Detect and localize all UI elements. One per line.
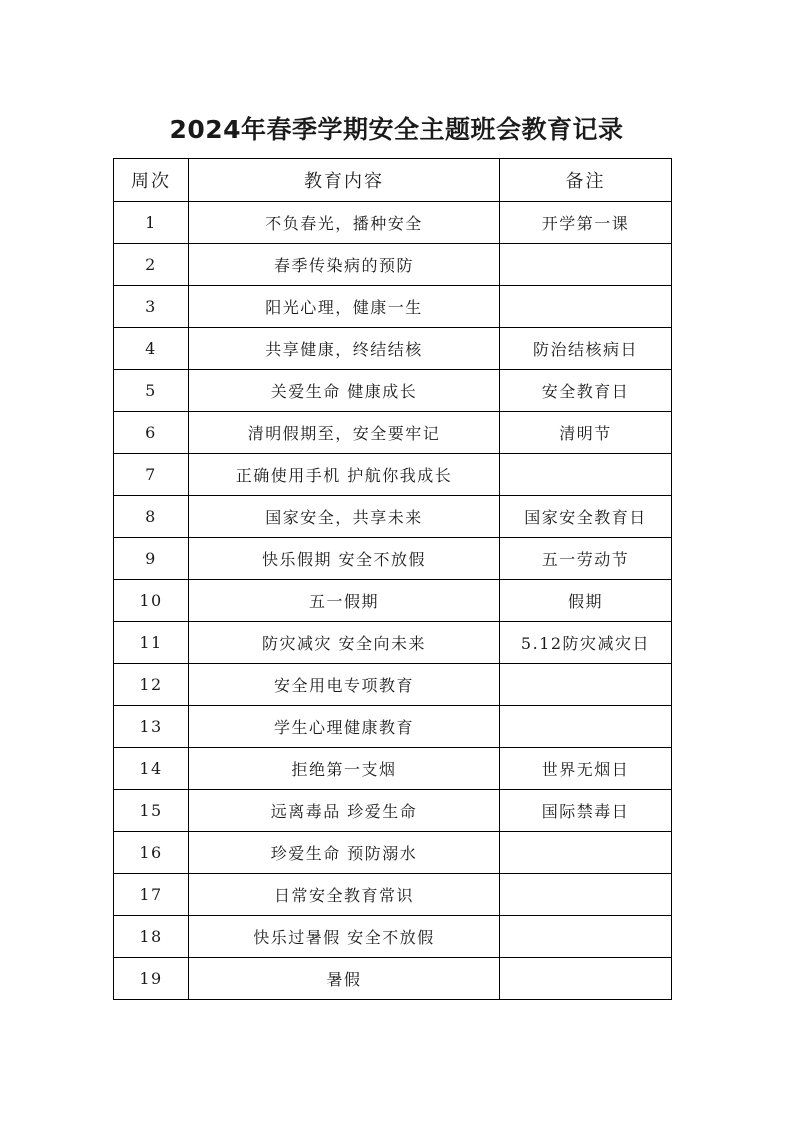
education-record-table [113, 158, 672, 1000]
table-row [114, 706, 672, 748]
cell-note [500, 454, 672, 496]
cell-content: 学生心理健康教育 [189, 706, 500, 748]
document-title: 2024年春季学期安全主题班会教育记录 [169, 115, 624, 144]
cell-note [500, 832, 672, 874]
cell-note: 清明节 [500, 412, 672, 454]
cell-content: 清明假期至，安全要牢记 [189, 412, 500, 454]
cell-content: 拒绝第一支烟 [189, 748, 500, 790]
table-row [114, 748, 672, 790]
cell-week: 19 [114, 958, 189, 1000]
table-header-row [114, 159, 672, 202]
cell-content: 防灾减灾 安全向未来 [189, 622, 500, 664]
cell-content: 日常安全教育常识 [189, 874, 500, 916]
table-row [114, 580, 672, 622]
cell-content: 正确使用手机 护航你我成长 [189, 454, 500, 496]
cell-content: 快乐假期 安全不放假 [189, 538, 500, 580]
table-row [114, 832, 672, 874]
cell-week: 13 [114, 706, 189, 748]
cell-note: 国家安全教育日 [500, 496, 672, 538]
table-row [114, 958, 672, 1000]
table-row [114, 370, 672, 412]
table-row [114, 790, 672, 832]
cell-note: 防治结核病日 [500, 328, 672, 370]
table-row [114, 664, 672, 706]
table-row [114, 328, 672, 370]
cell-week: 4 [114, 328, 189, 370]
cell-week: 2 [114, 244, 189, 286]
cell-week: 3 [114, 286, 189, 328]
cell-content: 安全用电专项教育 [189, 664, 500, 706]
cell-week: 9 [114, 538, 189, 580]
cell-note [500, 664, 672, 706]
cell-week: 12 [114, 664, 189, 706]
cell-week: 1 [114, 202, 189, 244]
cell-note: 安全教育日 [500, 370, 672, 412]
table-row [114, 454, 672, 496]
table-row [114, 622, 672, 664]
cell-note: 五一劳动节 [500, 538, 672, 580]
header-note: 备注 [500, 159, 672, 202]
cell-note [500, 244, 672, 286]
cell-week: 8 [114, 496, 189, 538]
cell-content: 不负春光，播种安全 [189, 202, 500, 244]
cell-week: 5 [114, 370, 189, 412]
cell-content: 珍爱生命 预防溺水 [189, 832, 500, 874]
table-row [114, 412, 672, 454]
cell-content: 国家安全，共享未来 [189, 496, 500, 538]
cell-content: 春季传染病的预防 [189, 244, 500, 286]
table-row [114, 202, 672, 244]
header-content: 教育内容 [189, 159, 500, 202]
cell-note [500, 958, 672, 1000]
cell-content: 快乐过暑假 安全不放假 [189, 916, 500, 958]
cell-week: 14 [114, 748, 189, 790]
cell-note: 国际禁毒日 [500, 790, 672, 832]
cell-note: 5.12防灾减灾日 [500, 622, 672, 664]
cell-note: 世界无烟日 [500, 748, 672, 790]
cell-note [500, 706, 672, 748]
cell-week: 18 [114, 916, 189, 958]
cell-note: 开学第一课 [500, 202, 672, 244]
cell-week: 10 [114, 580, 189, 622]
cell-week: 7 [114, 454, 189, 496]
cell-content: 共享健康，终结结核 [189, 328, 500, 370]
header-week: 周次 [114, 159, 189, 202]
cell-week: 11 [114, 622, 189, 664]
cell-content: 远离毒品 珍爱生命 [189, 790, 500, 832]
cell-note: 假期 [500, 580, 672, 622]
table-row [114, 916, 672, 958]
cell-week: 16 [114, 832, 189, 874]
cell-content: 关爱生命 健康成长 [189, 370, 500, 412]
table-row [114, 538, 672, 580]
cell-content: 阳光心理，健康一生 [189, 286, 500, 328]
cell-content: 五一假期 [189, 580, 500, 622]
cell-content: 暑假 [189, 958, 500, 1000]
table-row [114, 496, 672, 538]
table-row [114, 244, 672, 286]
table-row [114, 286, 672, 328]
table-row [114, 874, 672, 916]
cell-note [500, 874, 672, 916]
cell-week: 17 [114, 874, 189, 916]
cell-note [500, 916, 672, 958]
cell-week: 6 [114, 412, 189, 454]
cell-week: 15 [114, 790, 189, 832]
cell-note [500, 286, 672, 328]
